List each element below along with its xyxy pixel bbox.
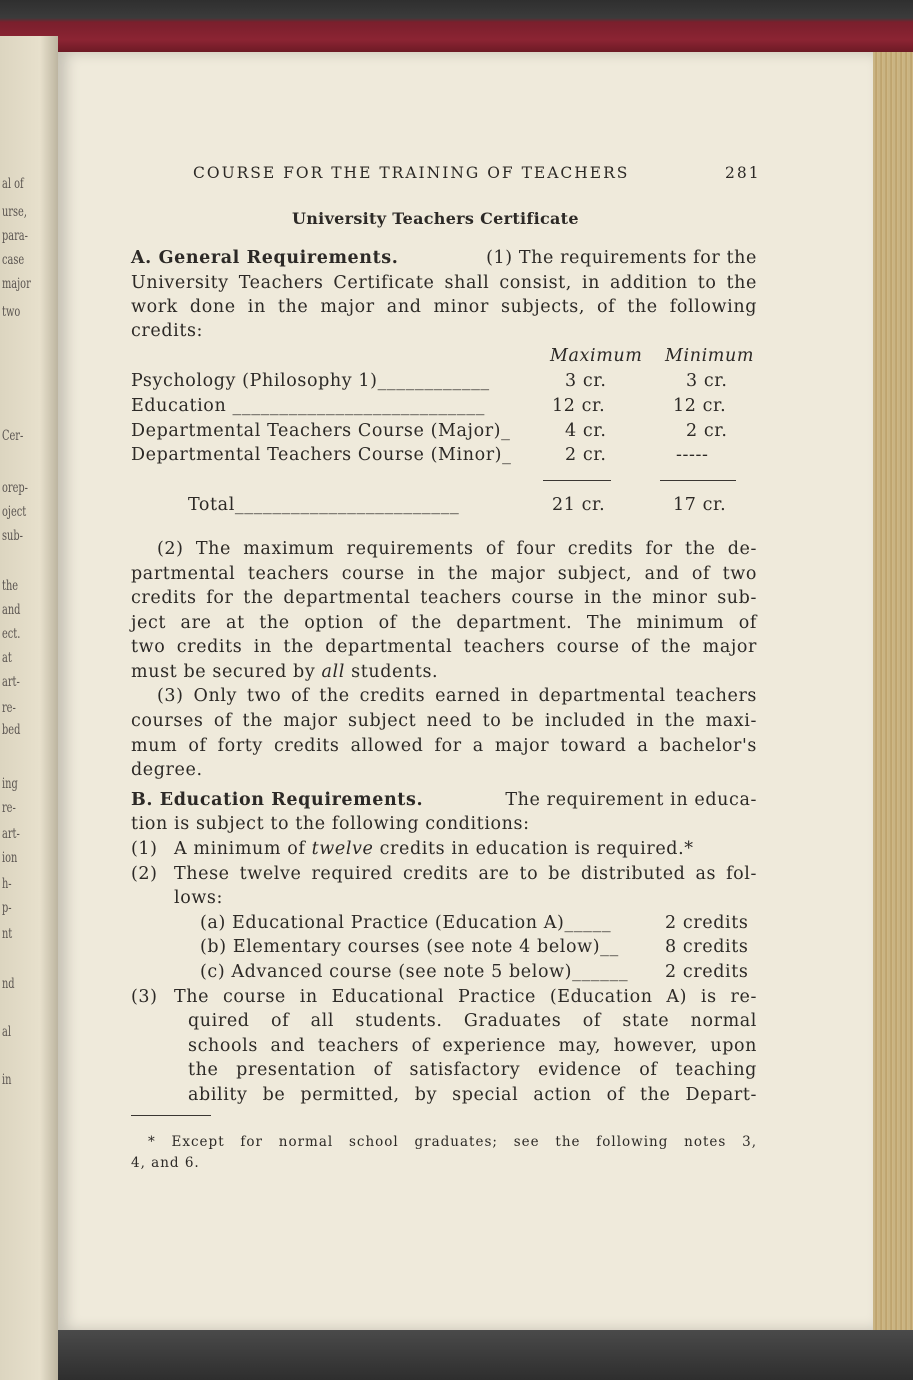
item-number: (3) [131,987,158,1007]
facing-page-text-fragment: the [2,578,19,594]
facing-page-text-fragment: case [2,252,25,268]
subitem-value: 2 credits [665,913,749,933]
row-label: Psychology (Philosophy 1) [131,371,378,391]
facing-page-text-fragment: in [2,1072,12,1088]
paragraph-line: (2) The maximum requirements of four credits for the de- [157,539,757,559]
total-min: 17 cr. [673,495,727,515]
item-text [174,839,694,859]
facing-page-text-fragment: art- [2,674,20,690]
paragraph-line [131,662,438,682]
facing-page-text-fragment: major [2,276,31,292]
subitem-value: 8 credits [665,937,749,957]
row-label: Departmental Teachers Course (Minor) [131,445,503,465]
facing-page-text-fragment: art- [2,826,20,842]
section-b-heading: B. Education Requirements. [131,790,424,810]
facing-page-text-fragment: nt [2,926,13,942]
facing-page-text-fragment: al of [2,176,24,192]
footnote-rule [131,1115,211,1116]
row-min: 12 cr. [673,396,727,416]
item-text: quired of all students. Graduates of state normal [188,1011,757,1031]
row-max: 2 cr. [565,445,607,465]
paragraph-line: partmental teachers course in the major subject, and of two [131,564,757,584]
row-min: 2 cr. [686,421,728,441]
section-b-line: The requirement in educa- [505,790,757,810]
table-row: Education ___________________________ [131,396,485,416]
facing-page-text-fragment: ing [2,776,18,792]
table-row: Psychology (Philosophy 1)____________ [131,371,490,391]
paragraph-line: ject are at the option of the department. The minimum of [131,613,757,633]
row-label: Departmental Teachers Course (Major) [131,421,502,441]
paragraph-line: two credits in the departmental teachers course of the major [131,637,757,657]
item-number: (1) [131,839,158,859]
facing-page-text-fragment: nd [2,976,15,992]
subitem: (c) Advanced course (see note 5 below)______ [200,962,629,982]
item-text: ability be permitted, by special action of the Depart- [188,1085,757,1105]
table-row: Departmental Teachers Course (Major)_ [131,421,511,441]
total-rule-min [660,480,736,481]
facing-page-text-fragment: h- [2,876,12,892]
facing-page-text-fragment: orep- [2,480,28,496]
footnote-line: * Except for normal school graduates; see the following notes 3, [148,1134,757,1150]
book-spine-edge [0,0,913,52]
item-text: The course in Educational Practice (Education A) is re- [174,987,757,1007]
footnote-line: 4, and 6. [131,1155,200,1171]
section-b-first-line [131,790,757,810]
section-title: University Teachers Certificate [292,209,579,228]
facing-page-text-fragment: oject [2,504,27,520]
subitem: (a) Educational Practice (Education A)_____ [200,913,612,933]
total-row: Total________________________ [188,495,460,515]
row-label: Education [131,396,227,416]
section-a-first-line [131,248,757,268]
page-number: 281 [725,164,761,182]
col-maximum: Maximum [550,346,643,366]
subitem-value: 2 credits [665,962,749,982]
paragraph-line: credits for the departmental teachers course in the minor sub- [131,588,757,608]
italic-text: twelve [311,839,374,859]
section-a-line: credits: [131,321,204,341]
row-max: 3 cr. [565,371,607,391]
paragraph-line: degree. [131,760,203,780]
row-min: 3 cr. [686,371,728,391]
subitem-label: (c) Advanced course (see note 5 below) [200,962,573,982]
page-stack-edge [873,52,913,1330]
book-bottom-edge [58,1330,913,1380]
item-text: These twelve required credits are to be distributed as fol- [174,864,757,884]
facing-page-text-fragment: two [2,304,21,320]
paragraph-line: mum of forty credits allowed for a major toward a bachelor's [131,736,757,756]
row-min: ----- [676,445,709,465]
row-max: 4 cr. [565,421,607,441]
facing-page-text-fragment: and [2,602,21,618]
facing-page-text-fragment: re- [2,800,16,816]
item-text: lows: [174,888,223,908]
item-number: (2) [131,864,158,884]
running-head: COURSE FOR THE TRAINING OF TEACHERS [193,164,630,182]
paragraph-line: (3) Only two of the credits earned in departmental teachers [157,686,757,706]
facing-page-text-fragment: al [2,1024,11,1040]
section-b-line: tion is subject to the following conditions: [131,814,530,834]
total-max: 21 cr. [552,495,606,515]
section-a-heading: A. General Requirements. [131,248,399,268]
section-a-line: University Teachers Certificate shall consist, in addition to the [131,273,757,293]
subitem-label: (b) Elementary courses (see note 4 below) [200,937,601,957]
subitem-label: (a) Educational Practice (Education A) [200,913,565,933]
section-a-line: (1) The requirements for the [486,248,757,268]
col-minimum: Minimum [665,346,755,366]
item-text: the presentation of satisfactory evidence of teaching [188,1060,757,1080]
facing-page-text-fragment: ect. [2,626,21,642]
text-run: students. [344,662,439,682]
facing-page-text-fragment: para- [2,228,28,244]
italic-text: all [321,662,345,682]
row-max: 12 cr. [552,396,606,416]
facing-page-text-fragment: re- [2,700,16,716]
facing-page-text-fragment: sub- [2,528,23,544]
facing-page-text-fragment: bed [2,722,21,738]
text-run: must be secured by [131,662,322,682]
facing-page-text-fragment: at [2,650,12,666]
total-rule-max [543,480,611,481]
paragraph-line: courses of the major subject need to be included in the maxi- [131,711,757,731]
facing-page-text-fragment: Cer- [2,428,24,444]
text-run: A minimum of [174,839,312,859]
facing-page-text-fragment: urse, [2,204,27,220]
item-text: schools and teachers of experience may, however, upon [188,1036,757,1056]
subitem: (b) Elementary courses (see note 4 below)__ [200,937,619,957]
facing-page-text-fragment: p- [2,900,12,916]
facing-page-edge [0,36,58,1380]
total-label: Total [188,495,235,515]
facing-page-text-fragment: ion [2,850,18,866]
text-run: credits in education is required.* [373,839,694,859]
section-a-line: work done in the major and minor subjects, of the following [131,297,757,317]
table-row: Departmental Teachers Course (Minor)_ [131,445,512,465]
book-page [58,52,873,1330]
